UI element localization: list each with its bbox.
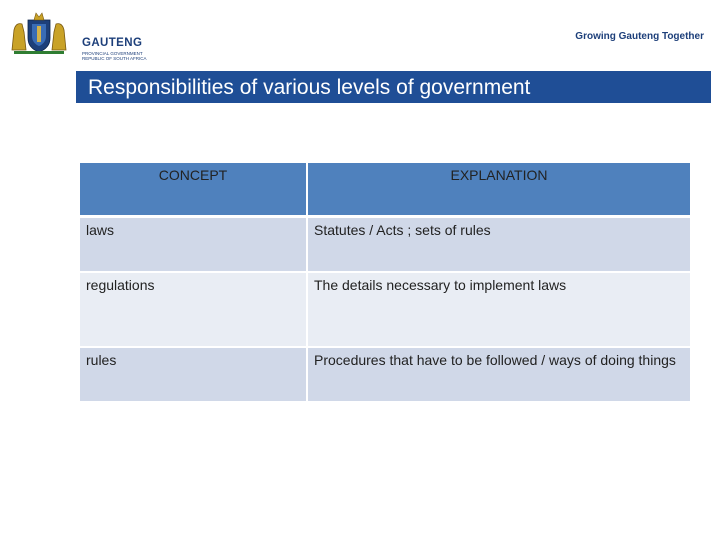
page-header: [0, 0, 720, 66]
concepts-table: [80, 163, 692, 403]
header-explanation: EXPLANATION: [308, 163, 692, 218]
gauteng-logo: [8, 10, 148, 61]
table-row: [80, 273, 692, 348]
brand-subtitle-country: REPUBLIC OF SOUTH AFRICA: [82, 56, 147, 61]
slide-title: Responsibilities of various levels of government: [88, 76, 531, 99]
concept-cell: laws: [80, 218, 308, 273]
brand-name: GAUTENG: [82, 37, 143, 49]
concept-cell: regulations: [80, 273, 308, 348]
brand-subtitle-government: PROVINCIAL GOVERNMENT: [82, 51, 143, 56]
explanation-cell: Procedures that have to be followed / ways of doing things: [308, 348, 692, 403]
tagline: Growing Gauteng Together: [575, 31, 704, 42]
slide-title-bar: [76, 71, 711, 103]
concept-cell: rules: [80, 348, 308, 403]
explanation-cell: The details necessary to implement laws: [308, 273, 692, 348]
table-row: [80, 348, 692, 403]
table-row: [80, 218, 692, 273]
table-header-row: [80, 163, 692, 218]
coat-of-arms-icon: [8, 10, 70, 56]
explanation-cell: Statutes / Acts ; sets of rules: [308, 218, 692, 273]
header-concept: CONCEPT: [80, 163, 308, 218]
